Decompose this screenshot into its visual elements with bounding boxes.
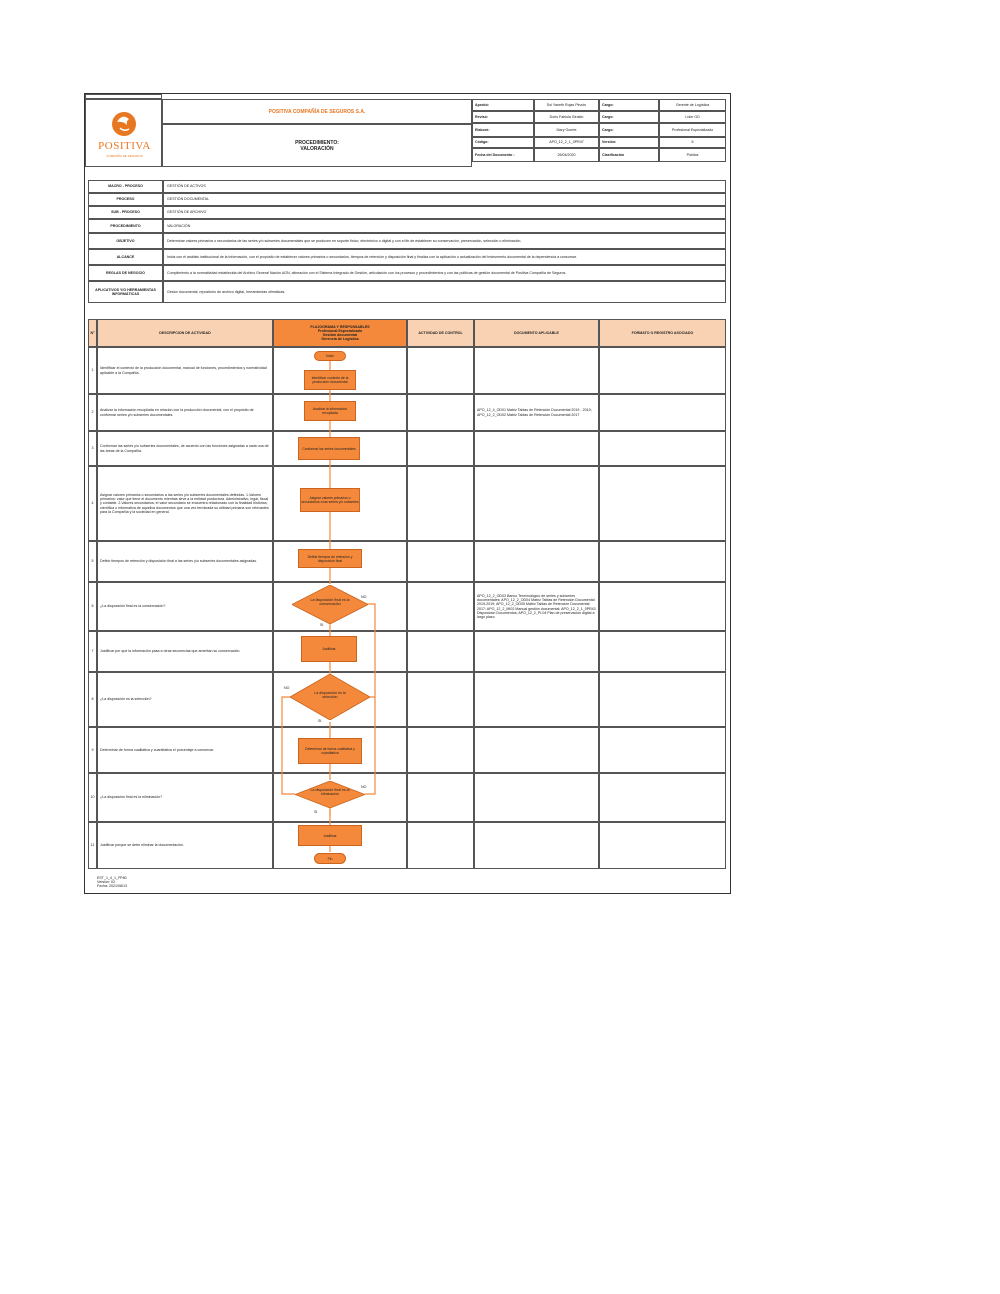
flow-decision-10-label: La disposición final es la eliminación <box>310 788 350 797</box>
row-number: 8 <box>88 672 97 727</box>
row-format-cell <box>599 773 726 822</box>
row-control-cell <box>407 466 474 541</box>
flow-decision-8-label: La disposición es la selección <box>314 691 346 700</box>
meta-v2-2: Profesional Especializado <box>659 123 726 137</box>
flow-label-yes-6: SI <box>320 623 324 627</box>
row-control-cell <box>407 631 474 672</box>
meta-k1-0: Aprobó: <box>472 99 534 111</box>
flow-step-2: Analizar la información recopilada <box>304 401 356 421</box>
row-control-cell <box>407 347 474 394</box>
row-document <box>474 431 599 466</box>
info-label-6: REGLAS DE NEGOCIO <box>88 265 163 281</box>
flow-step-5: Definir tiempos de retención y disposición final <box>298 549 362 568</box>
meta-k1-4: Fecha del Documento : <box>472 148 534 162</box>
info-label-4: OBJETIVO <box>88 233 163 249</box>
meta-v1-0: Sol Yaneth Rojas Pinzón <box>534 99 599 111</box>
flow-label-no-6: NO <box>361 595 367 599</box>
row-format-cell <box>599 672 726 727</box>
meta-k1-2: Elaboró: <box>472 123 534 137</box>
row-control-cell <box>407 822 474 869</box>
meta-k2-1: Cargo: <box>599 111 659 123</box>
row-control-cell <box>407 672 474 727</box>
flow-step-9: Determinar de forma cualitativa y cuantitativa <box>298 738 362 764</box>
info-value-5: Inicia con el análisis institucional de la información, con el propósito de establecer valores primarios o secundarios, tiempos de retención y disposición final y finaliza con la aplicación o actualización del instrumento documental de la dependencia a consumar. <box>163 249 726 265</box>
row-number: 2 <box>88 394 97 431</box>
row-description: Definir tiempos de retención y disposición final a las series y/o subseries documentales asignadas. <box>97 541 273 582</box>
row-number: 10 <box>88 773 97 822</box>
row-number: 1 <box>88 347 97 394</box>
flow-decision-8 <box>290 674 370 720</box>
row-description: ¿La disposición final es la conservación? <box>97 582 273 631</box>
row-document <box>474 672 599 727</box>
row-format-cell <box>599 431 726 466</box>
flow-decision-6 <box>292 585 368 624</box>
col-flow-header <box>273 319 407 347</box>
info-value-0: GESTIÓN DE ACTIVOS <box>163 180 726 193</box>
meta-v2-0: Gerente de Logística <box>659 99 726 111</box>
info-label-5: ALCANCE <box>88 249 163 265</box>
info-label-3: PROCEDIMIENTO <box>88 219 163 233</box>
footer-version: Versión: 02 <box>97 880 115 884</box>
row-format-cell <box>599 822 726 869</box>
row-description: Justificar por qué la información pasa a otras secuencias que ameritan su conservación. <box>97 631 273 672</box>
procedure-title-cell <box>162 124 472 167</box>
row-control-cell <box>407 541 474 582</box>
col-control-header: ACTIVIDAD DE CONTROL <box>407 319 474 347</box>
info-value-3: VALORACIÓN <box>163 219 726 233</box>
meta-k2-3: Versión: <box>599 137 659 148</box>
row-number: 6 <box>88 582 97 631</box>
row-document <box>474 773 599 822</box>
company-title-cell <box>162 99 472 124</box>
meta-v2-1: Líder GD <box>659 111 726 123</box>
flow-label-yes-10: SI <box>314 810 318 814</box>
meta-v1-1: Doris Fabiola Giraldo <box>534 111 599 123</box>
col-num-header: N° <box>88 319 97 347</box>
row-description: Identificar el contexto de la producción documental, manual de funciones, procedimientos y normatividad aplicable a la Compañía. <box>97 347 273 394</box>
flow-step-3: Conformar las series documentales <box>298 437 360 460</box>
flow-step-11: Justificar <box>298 825 362 846</box>
meta-k1-3: Código: <box>472 137 534 148</box>
meta-k2-0: Cargo: <box>599 99 659 111</box>
procedure-label: PROCEDIMIENTO: <box>295 139 339 146</box>
flow-header-title: FLUJOGRAMA Y RESPONSABLES <box>310 325 370 329</box>
flow-label-yes-8: SI <box>318 719 322 723</box>
flow-start: Inicio <box>314 351 346 361</box>
document-sheet <box>84 93 731 894</box>
flow-decision-10 <box>295 781 365 808</box>
flow-label-no-10: NO <box>361 785 367 789</box>
row-description: Analizar la información recopilada en relación con la producción documental, con el propósito de conformar series y/o subseries documentales. <box>97 394 273 431</box>
row-number: 11 <box>88 822 97 869</box>
row-document <box>474 822 599 869</box>
flow-header-r1: Profesional Especializado <box>317 329 363 333</box>
row-description: Asignar valores primarios o secundarios a las series y/o subseries documentales definidas. 1.Valores primarios: valor que tiene el documento mientras sirve a la entidad productora. Administrativo, legal, fiscal y contable. 2.Valores secundarios: el valor secundario se encuentra relacionado con la finalidad histórica, científica o informativa de aquellos documentos que una vez terminada su utilidad primaria son relevantes para la Compañía y la sociedad en general. <box>97 466 273 541</box>
row-description: ¿La disposición final es la eliminación? <box>97 773 273 822</box>
meta-v2-4: Pública <box>659 148 726 162</box>
row-description: ¿La disposición es la selección? <box>97 672 273 727</box>
info-value-6: Cumplimiento a la normatividad establecida del Archivo General Nación AGN, alineación con el Sistema Integrado de Gestión, articulación con los procesos y procedimientos y con las políticas de gestión documental de Positiva Compañía de Seguros. <box>163 265 726 281</box>
procedure-name: VALORACIÓN <box>300 145 334 152</box>
meta-v1-4: 26/04/2020 <box>534 148 599 162</box>
row-format-cell <box>599 727 726 773</box>
row-document <box>474 541 599 582</box>
col-format-header: FORMATO O REGISTRO ASOCIADO <box>599 319 726 347</box>
row-document: APO_12_2_OD03 Banco Terminológico de series y subseries documentales; APO_12_2_OD04 Matriz Tablas de Retención Documental 2019-2019; APO_12_2_OD05 Matriz Tablas de Retención Documental 2017; APO_12_2_MI02 Manual gestión documental; APO_12_2_1_0PR43 Disposición Documentos; APO_12_2_PL04 Plan de preservación digital a largo plazo <box>474 582 599 631</box>
row-number: 3 <box>88 431 97 466</box>
meta-k2-2: Cargo: <box>599 123 659 137</box>
meta-v1-3: APO_12_2_1_0PR47 <box>534 137 599 148</box>
info-label-1: PROCESO <box>88 193 163 206</box>
row-number: 4 <box>88 466 97 541</box>
flow-label-no-8: NO <box>284 686 290 690</box>
meta-v1-2: Mary Guerte <box>534 123 599 137</box>
footer-date: Fecha: 2021/08/13 <box>97 884 127 888</box>
row-number: 5 <box>88 541 97 582</box>
row-number: 9 <box>88 727 97 773</box>
row-control-cell <box>407 582 474 631</box>
info-value-4: Determinar valores primarios o secundarios de las series y/o subseries documentales que se producen en soporte físico, electrónico o digital y con el fin de establecer su conservación, preservación, selección o eliminación. <box>163 233 726 249</box>
row-format-cell <box>599 541 726 582</box>
row-format-cell <box>599 631 726 672</box>
logo-cell <box>85 99 162 167</box>
row-document <box>474 347 599 394</box>
row-control-cell <box>407 727 474 773</box>
info-value-1: GESTIÓN DOCUMENTAL <box>163 193 726 206</box>
row-document <box>474 631 599 672</box>
footer-code: EST_1_4_1_FP80 <box>97 876 127 880</box>
flow-step-7: Justificar <box>301 636 357 662</box>
company-title: POSITIVA COMPAÑÍA DE SEGUROS S.A. <box>268 108 366 115</box>
row-format-cell <box>599 466 726 541</box>
row-format-cell <box>599 347 726 394</box>
meta-v2-3: 6 <box>659 137 726 148</box>
row-description: Determinar de forma cualitativa y cuantitativa el porcentaje a conservar. <box>97 727 273 773</box>
flow-decision-6-label: La disposición final es la conservación <box>310 598 350 607</box>
row-control-cell <box>407 431 474 466</box>
row-control-cell <box>407 773 474 822</box>
row-document: APO_12_4_OD01 Matriz Tablas de Retención Documental 2019 - 2019; APO_12_2_OD02 Matriz Tablas de Retención Documental 2017 <box>474 394 599 431</box>
info-label-7: APLICATIVOS Y/O HERRAMIENTAS INFORMÁTICAS <box>88 281 163 303</box>
flow-step-4: Asignar valores primarios o secundarios a las series y/o subseries <box>300 488 360 512</box>
row-document <box>474 466 599 541</box>
flow-header-r2: Gestión documental <box>322 333 358 337</box>
flow-end: Fin <box>314 853 346 864</box>
row-control-cell <box>407 394 474 431</box>
meta-k2-4: Clasificación <box>599 148 659 162</box>
row-number: 7 <box>88 631 97 672</box>
col-doc-header: DOCUMENTO APLICABLE <box>474 319 599 347</box>
row-description: Conformar las series y/o subseries documentales, de acuerdo con las funciones asignadas a cada una de las áreas de la Compañía. <box>97 431 273 466</box>
row-format-cell <box>599 394 726 431</box>
row-description: Justificar porque se debe eliminar la documentación. <box>97 822 273 869</box>
info-label-2: SUB - PROCESO <box>88 206 163 219</box>
row-document <box>474 727 599 773</box>
info-value-7: Gestor documental, repositorio de archivo digital, herramientas ofimáticas. <box>163 281 726 303</box>
info-value-2: GESTIÓN DE ARCHIVO <box>163 206 726 219</box>
logo-subtitle: COMPAÑÍA DE SEGUROS <box>106 154 143 158</box>
flow-header-r3: Gerencia de Logística <box>321 337 359 341</box>
flow-step-1: Identificar contexto de la producción documental <box>304 370 356 390</box>
info-label-0: MACRO - PROCESO <box>88 180 163 193</box>
meta-k1-1: Revisó: <box>472 111 534 123</box>
logo-word: POSITIVA <box>98 140 151 152</box>
row-format-cell <box>599 582 726 631</box>
col-desc-header: DESCRIPCION DE ACTIVIDAD <box>97 319 273 347</box>
